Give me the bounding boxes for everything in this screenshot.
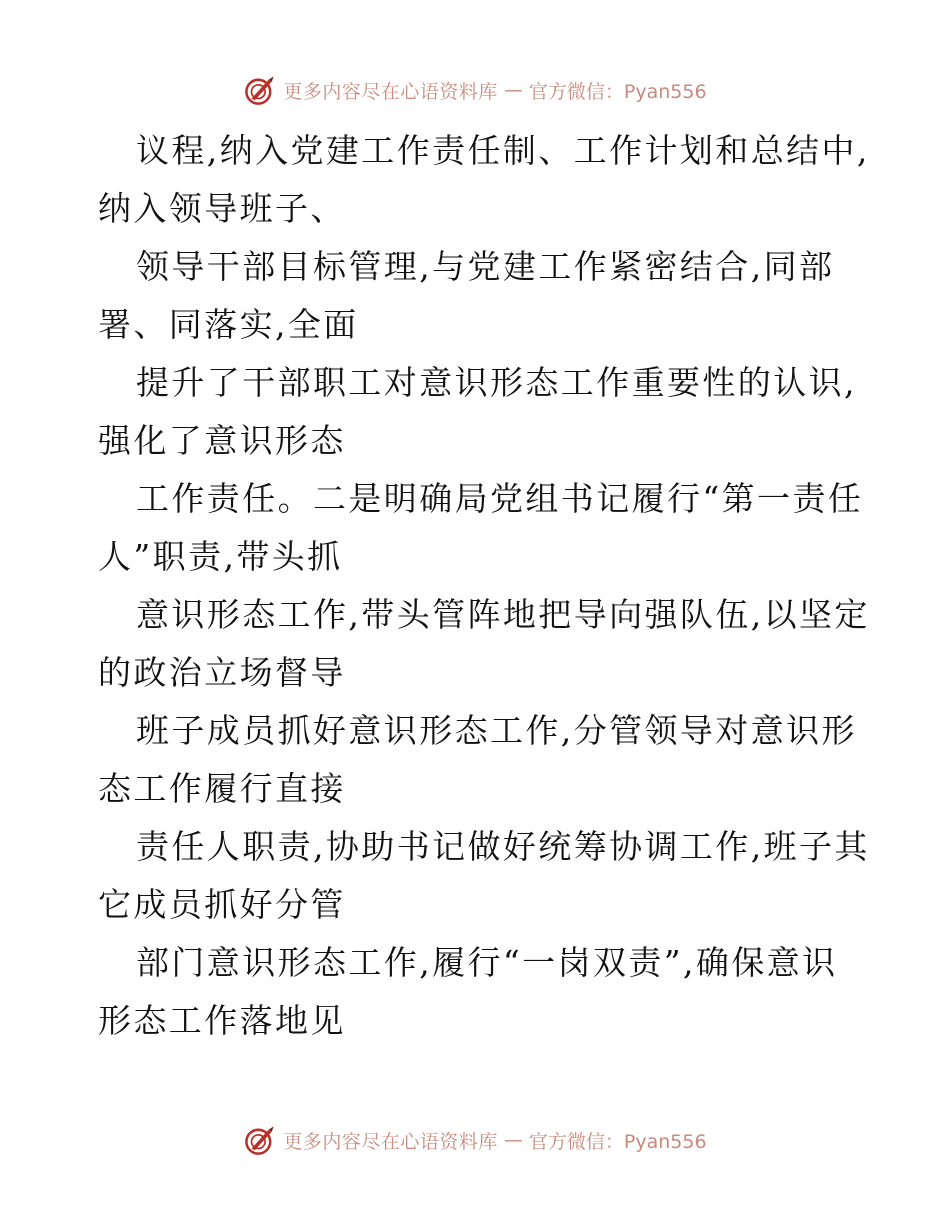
- paragraph: [98, 238, 858, 354]
- footer-brand-text: 更多内容尽在心语资料库: [283, 1130, 498, 1153]
- paragraph-line: 态工作履行直接: [98, 769, 346, 808]
- paragraph: [98, 934, 858, 1050]
- footer-separator: —: [503, 1129, 523, 1151]
- header-brand-text: 更多内容尽在心语资料库: [283, 80, 498, 103]
- paragraph: [98, 702, 858, 818]
- paragraph: [98, 122, 870, 238]
- paragraph-line: 的政治立场督导: [98, 653, 346, 692]
- paragraph-line: 人”职责,带头抓: [98, 537, 343, 576]
- paragraph-line: 意识形态工作,带头管阵地把导向强队伍,以坚定: [136, 595, 870, 634]
- paragraph-line: 责任人职责,协助书记做好统筹协调工作,班子其: [136, 827, 870, 866]
- header-contact: 官方微信：Pyan556: [528, 80, 707, 103]
- document-body: [98, 122, 870, 1050]
- paragraph: [98, 354, 858, 470]
- page-header: [0, 70, 950, 110]
- paragraph: [98, 470, 864, 586]
- footer-brand: [243, 1123, 706, 1157]
- paragraph: [98, 818, 870, 934]
- header-brand: [243, 73, 706, 107]
- paragraph-line: 工作责任。二是明确局党组书记履行“第一责任: [136, 479, 864, 518]
- paragraph-line: 署、同落实,全面: [98, 305, 359, 344]
- paragraph-line: 领导干部目标管理,与党建工作紧密结合,同部: [136, 247, 835, 286]
- brand-logo-icon: [243, 73, 277, 107]
- paragraph-line: 部门意识形态工作,履行“一岗双责”,确保意识: [136, 943, 838, 982]
- paragraph-line: 强化了意识形态: [98, 421, 346, 460]
- brand-logo-icon: [243, 1123, 277, 1157]
- page-footer: [0, 1120, 950, 1160]
- paragraph-line: 它成员抓好分管: [98, 885, 346, 924]
- paragraph-line: 纳入领导班子、: [98, 189, 346, 228]
- paragraph-line: 形态工作落地见: [98, 1001, 346, 1040]
- paragraph-line: 议程,纳入党建工作责任制、工作计划和总结中,: [136, 131, 870, 170]
- footer-contact: 官方微信：Pyan556: [528, 1130, 707, 1153]
- header-separator: —: [503, 79, 523, 101]
- paragraph-line: 班子成员抓好意识形态工作,分管领导对意识形: [136, 711, 857, 750]
- paragraph: [98, 586, 870, 702]
- paragraph-line: 提升了干部职工对意识形态工作重要性的认识,: [136, 363, 857, 402]
